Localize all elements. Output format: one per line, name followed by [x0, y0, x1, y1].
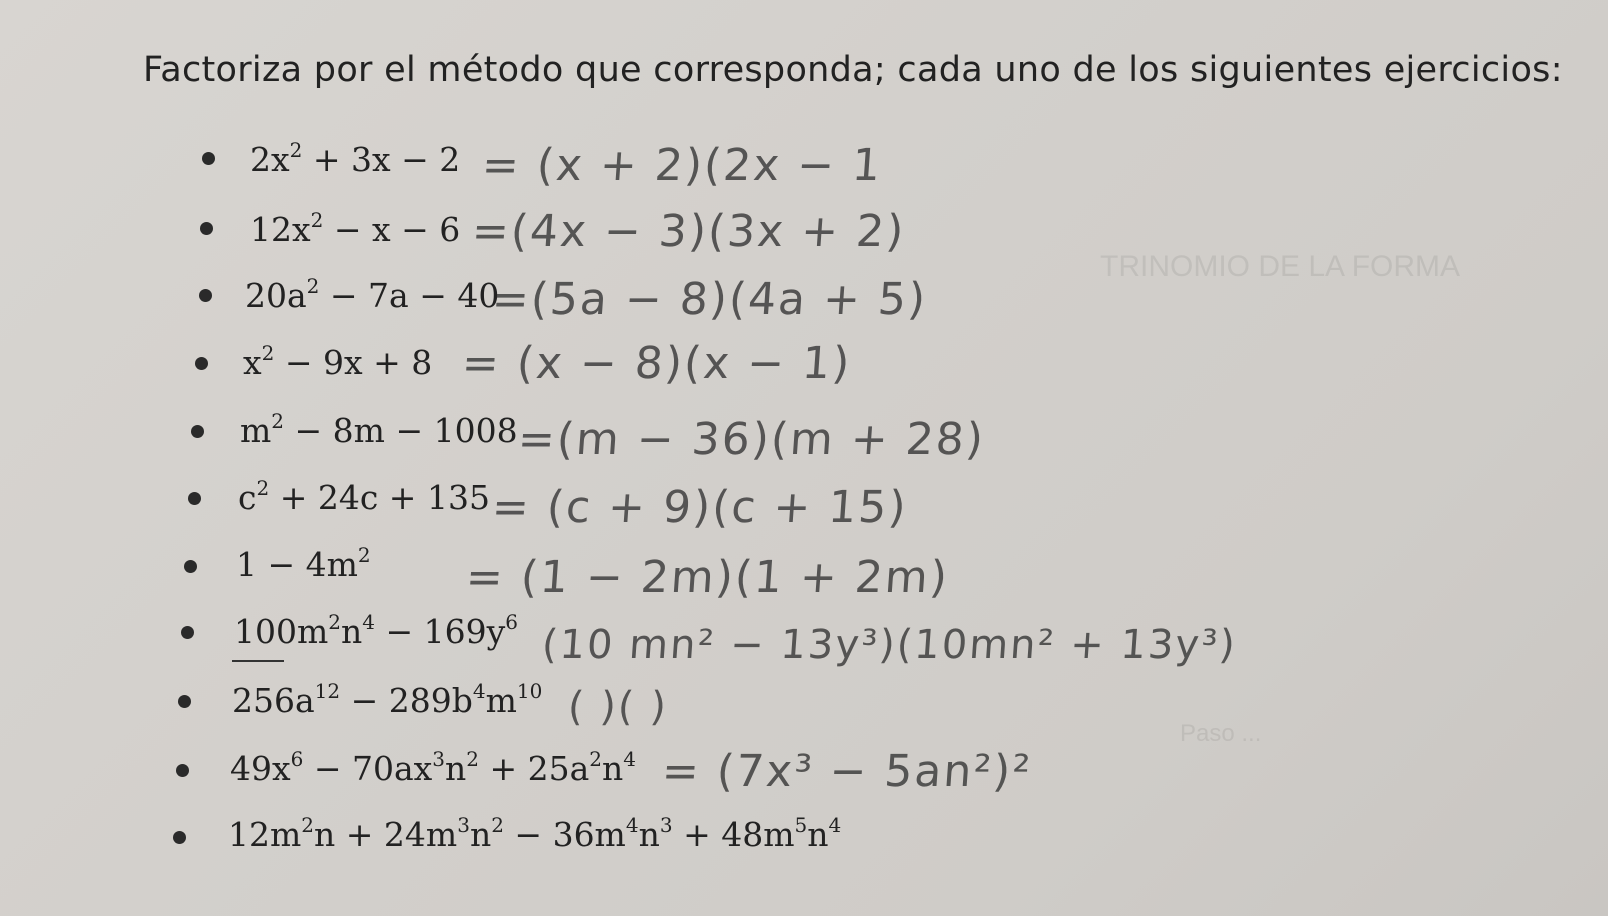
bullet-icon	[184, 560, 197, 573]
bullet-icon	[202, 152, 215, 165]
bleed-through-text: Paso ...	[1180, 720, 1262, 747]
exercise-expression: $1 - 4m^2$	[236, 543, 371, 584]
handwritten-answer: =(5a − 8)(4a + 5)	[490, 274, 929, 325]
handwritten-answer: = (x + 2)(2x − 1	[480, 140, 884, 191]
handwritten-answer: (10 mn² − 13y³)(10mn² + 13y³)	[540, 622, 1239, 668]
handwritten-answer: = (7x³ − 5an²)²	[660, 746, 1034, 797]
handwritten-answer: =(4x − 3)(3x + 2)	[470, 206, 908, 257]
exercise-expression: $x^2 - 9x + 8$	[243, 341, 433, 382]
exercise-expression: $256a^{12} - 289b^4m^{10}$	[232, 679, 543, 720]
handwritten-answer: = (1 − 2m)(1 + 2m)	[464, 552, 951, 603]
exercise-expression: $49x^6 - 70ax^3n^2 + 25a^2n^4$	[230, 747, 637, 788]
underline-mark	[232, 660, 284, 662]
exercise-expression: $2x^2 + 3x - 2$	[250, 138, 461, 179]
bullet-icon	[200, 222, 213, 235]
handwritten-answer: = (c + 9)(c + 15)	[490, 482, 910, 533]
bullet-icon	[191, 425, 204, 438]
exercise-expression: $c^2 + 24c + 135$	[238, 476, 490, 517]
bullet-icon	[199, 289, 212, 302]
handwritten-answer: = (x − 8)(x − 1)	[460, 338, 854, 389]
exercise-expression: $100m^2n^4 - 169y^6$	[234, 610, 519, 651]
exercise-expression: $m^2 - 8m - 1008$	[240, 409, 518, 450]
exercise-expression: $12m^2n + 24m^3n^2 - 36m^4n^3 + 48m^5n^4$	[228, 813, 842, 854]
bullet-icon	[178, 695, 191, 708]
exercise-expression: $12x^2 - x - 6$	[250, 208, 461, 249]
bullet-icon	[181, 626, 194, 639]
handwritten-answer: ( )( )	[566, 684, 670, 730]
bullet-icon	[195, 357, 208, 370]
exercise-expression: $20a^2 - 7a - 40$	[245, 274, 500, 315]
bullet-icon	[176, 764, 189, 777]
bullet-icon	[173, 831, 186, 844]
handwritten-answer: =(m − 36)(m + 28)	[516, 414, 987, 465]
bleed-through-text: TRINOMIO DE LA FORMA	[1100, 250, 1461, 283]
bullet-icon	[188, 492, 201, 505]
page-title: Factoriza por el método que corresponda; cada uno de los siguientes ejercicios:	[143, 50, 1563, 90]
